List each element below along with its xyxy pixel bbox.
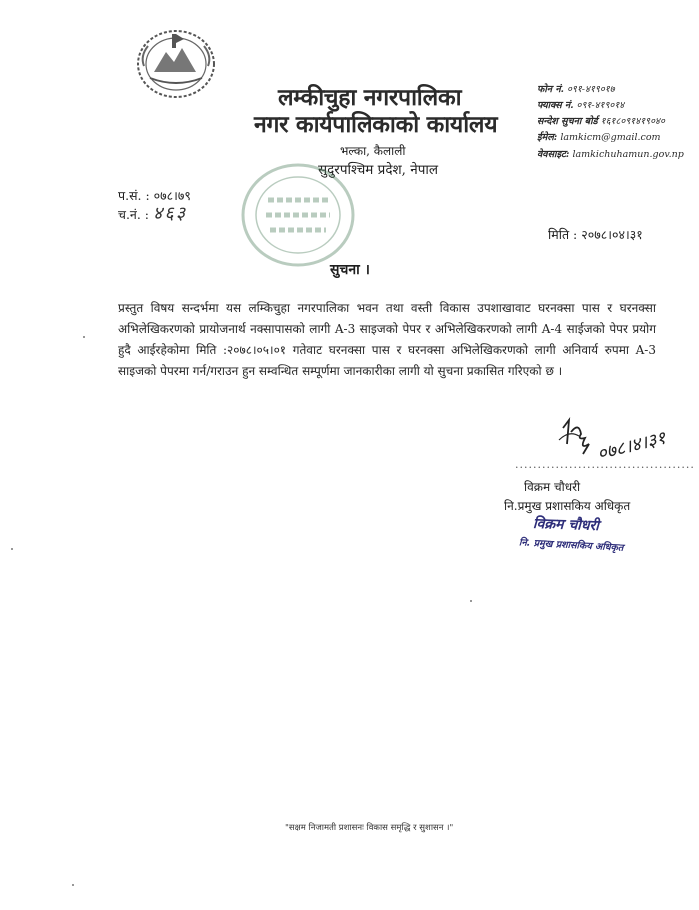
cn-line: [118, 205, 191, 224]
signer-name: विक्रम चौधरी: [524, 480, 581, 494]
scan-speck: [83, 336, 85, 338]
cn-value: ४६३: [153, 203, 188, 224]
contact-label: वेवसाइट:: [537, 149, 570, 160]
contact-value: lamkicm@gmail.com: [560, 132, 661, 143]
signer-title: नि.प्रमुख प्रशासकिय अधिकृत: [504, 499, 631, 513]
contact-value: lamkichuhamun.gov.np: [572, 149, 684, 160]
org-name: लम्कीचुहा नगरपालिका: [278, 85, 462, 111]
scan-speck: [11, 548, 13, 550]
office-seal-icon: [238, 160, 358, 270]
notice-title: सुचना ।: [330, 262, 370, 278]
office-name: नगर कार्यपालिकाको कार्यालय: [254, 112, 498, 138]
date-value: २०७८।०४।३१: [581, 227, 643, 242]
reference-block: [118, 187, 191, 224]
date-label: मिति :: [548, 227, 578, 242]
address-line-1: भल्का, कैलाली: [340, 144, 406, 158]
address-line-2: सुदुरपश्चिम प्रदेश, नेपाल: [318, 162, 439, 178]
contact-notice-board: [537, 114, 665, 127]
footer-motto: "सक्षम निजामती प्रशासनः विकास समृद्धि र सुशासन ।": [285, 823, 454, 833]
contact-email: [537, 130, 661, 143]
contact-label: सन्देश सुचना बोर्ड: [537, 116, 598, 127]
date-line: [548, 226, 643, 243]
stamp-title: नि. प्रमुख प्रशासकिय अधिकृत: [518, 537, 624, 554]
contact-label: फ्याक्स नं.: [537, 100, 574, 111]
contact-label: ईमेल:: [537, 132, 558, 143]
contact-label: फोन नं.: [537, 84, 564, 95]
contact-website: [537, 147, 684, 160]
notice-body: प्रस्तुत विषय सन्दर्भमा यस लम्किचुहा नगरपालिका भवन तथा वस्ती विकास उपशाखावाट घरनक्सा पास र घरनक्सा अभिलेखिकरणको प्रायोजनार्थ नक्सापासको लागी A-3 साइजको पेपर र अभिलेखिकरणको लागी A-4 साईजको पेपर प्रयोग हुदै आईरहेकोमा मिति :२०७८।०५।०१ गतेवाट घरनक्सा पास र घरनक्सा अभिलेखिकरणको लागी अनिवार्य रुपमा A-3 साइजको पेपरमा गर्न/गराउन हुन सम्वन्धित सम्पूर्णमा जानकारीका लागी यो सुचना प्रकासित गरिएको छ ।: [118, 301, 656, 378]
ps-value: ०७८।७९: [153, 188, 191, 203]
ps-label: प.सं. :: [118, 188, 150, 203]
scan-speck: [470, 600, 472, 602]
scan-speck: [72, 884, 74, 886]
contact-phone: [537, 82, 615, 95]
signature-line: ........................................: [515, 458, 695, 471]
cn-label: च.नं. :: [118, 207, 150, 222]
stamp-name: विक्रम चौधरी: [532, 515, 600, 535]
contact-value: १६१८०९१४१९०४०: [600, 116, 665, 127]
government-emblem-icon: [134, 26, 218, 102]
contact-value: ०९१-४१९०१४: [576, 100, 625, 111]
contact-fax: [537, 98, 624, 111]
contact-value: ०९१-४१९०१७: [566, 84, 615, 95]
signature-date: ०७८।४।३१: [595, 427, 668, 465]
